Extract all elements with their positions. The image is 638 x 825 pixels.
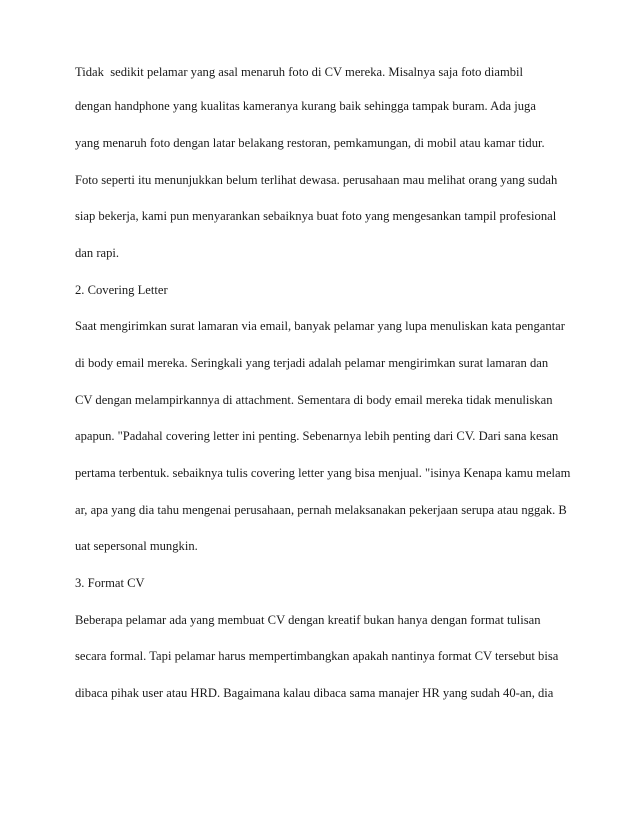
text-line: Tidak sedikit pelamar yang asal menaruh foto di CV mereka. Misalnya saja foto diambil bbox=[75, 65, 524, 79]
text-line: uat sepersonal mungkin. bbox=[75, 539, 198, 553]
section-heading: 3. Format CV bbox=[75, 576, 145, 590]
text-line: siap bekerja, kami pun menyarankan sebaiknya buat foto yang mengesankan tampil profesional bbox=[75, 209, 557, 223]
text-line: dan rapi. bbox=[75, 246, 120, 260]
text-line: Foto seperti itu menunjukkan belum terlihat dewasa. perusahaan mau melihat orang yang sudah bbox=[75, 173, 558, 187]
text-line: ar, apa yang dia tahu mengenai perusahaan, pernah melaksanakan pekerjaan serupa atau nggak. B bbox=[75, 503, 567, 517]
text-line: Saat mengirimkan surat lamaran via email, banyak pelamar yang lupa menuliskan kata pengantar bbox=[75, 319, 565, 333]
text-line: CV dengan melampirkannya di attachment. Sementara di body email mereka tidak menuliskan bbox=[75, 393, 553, 407]
text-line: apapun. "Padahal covering letter ini penting. Sebenarnya lebih penting dari CV. Dari sana kesan bbox=[75, 429, 559, 443]
text-line: dengan handphone yang kualitas kameranya kurang baik sehingga tampak buram. Ada juga bbox=[75, 99, 536, 113]
text-line: dibaca pihak user atau HRD. Bagaimana kalau dibaca sama manajer HR yang sudah 40-an, dia bbox=[75, 686, 554, 700]
text-line: secara formal. Tapi pelamar harus mempertimbangkan apakah nantinya format CV tersebut bisa bbox=[75, 649, 559, 663]
text-line: yang menaruh foto dengan latar belakang restoran, pemkamungan, di mobil atau kamar tidur. bbox=[75, 136, 545, 150]
text-line: Beberapa pelamar ada yang membuat CV dengan kreatif bukan hanya dengan format tulisan bbox=[75, 613, 541, 627]
section-heading: 2. Covering Letter bbox=[75, 283, 168, 297]
text-line: di body email mereka. Seringkali yang terjadi adalah pelamar mengirimkan surat lamaran dan bbox=[75, 356, 549, 370]
text-line: pertama terbentuk. sebaiknya tulis covering letter yang bisa menjual. "isinya Kenapa kamu melam bbox=[75, 466, 571, 480]
